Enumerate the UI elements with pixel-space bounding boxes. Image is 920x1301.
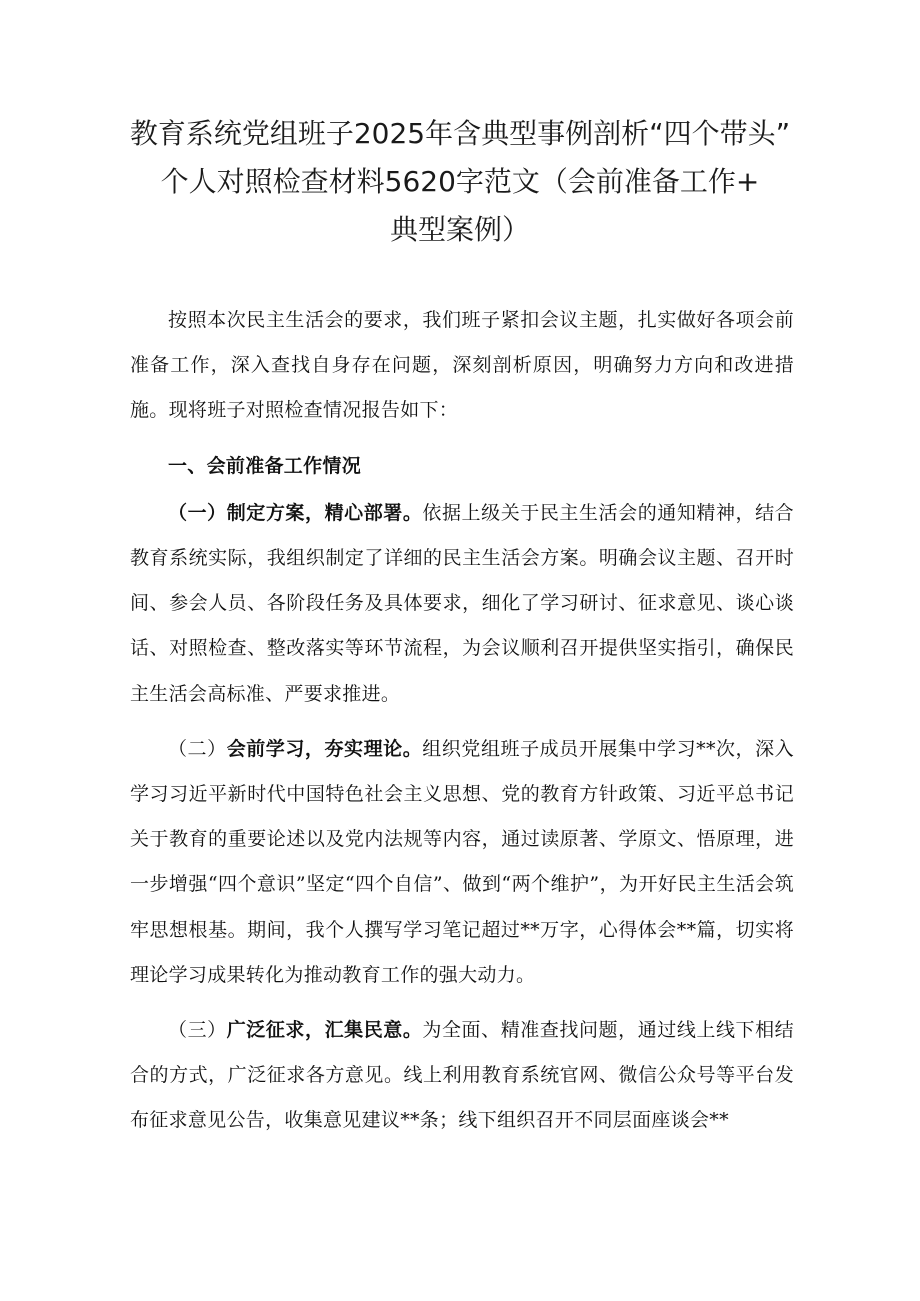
section-heading-1: 一、会前准备工作情况 xyxy=(168,454,362,477)
item-2-num: （二） xyxy=(168,737,227,760)
title-line-3: 典型案例） xyxy=(389,213,530,246)
item-2-lead xyxy=(168,738,422,760)
item-paragraph-2 xyxy=(130,727,794,998)
item-paragraph-1 xyxy=(130,491,794,717)
item-3-num: （三） xyxy=(168,1019,227,1042)
item-1-lead xyxy=(168,502,422,524)
item-2-text: 组织党组班子成员开展集中学习**次，深入学习习近平新时代中国特色社会主义思想、党的教育方针政策、习近平总书记关于教育的重要论述以及党内法规等内容，通过读原著、学原文、悟原理，进一步增强“四个意识”坚定“四个自信”、做到“两个维护”，为开好民主生活会筑牢思想根基。期间，我个人撰写学习笔记超过**万字，心得体会**篇，切实将理论学习成果转化为推动教育工作的强大动力。 xyxy=(130,737,794,986)
item-1-lead-text: 制定方案，精心部署。 xyxy=(226,501,423,524)
item-3-lead xyxy=(168,1019,422,1041)
document-body xyxy=(130,298,794,1154)
item-3-lead-text: 广泛征求，汇集民意。 xyxy=(226,1019,423,1042)
item-paragraph-3 xyxy=(130,1008,794,1144)
title-line-2: 个人对照检查材料5620字范文（会前准备工作+ xyxy=(160,165,760,198)
item-2-lead-text: 会前学习，夯实理论。 xyxy=(226,737,423,760)
item-3-text: 为全面、精准查找问题，通过线上线下相结合的方式，广泛征求各方意见。线上利用教育系统官网、微信公众号等平台发布征求意见公告，收集意见建议**条；线下组织召开不同层面座谈会** xyxy=(130,1019,794,1132)
document-title xyxy=(110,110,810,254)
item-1-num: （一） xyxy=(168,501,227,524)
item-1-text: 依据上级关于民主生活会的通知精神，结合教育系统实际，我组织制定了详细的民主生活会方案。明确会议主题、召开时间、参会人员、各阶段任务及具体要求，细化了学习研讨、征求意见、谈心谈话、对照检查、整改落实等环节流程，为会议顺利召开提供坚实指引，确保民主生活会高标准、严要求推进。 xyxy=(130,501,794,705)
intro-paragraph: 按照本次民主生活会的要求，我们班子紧扣会议主题，扎实做好各项会前准备工作，深入查找自身存在问题，深刻剖析原因，明确努力方向和改进措施。现将班子对照检查情况报告如下： xyxy=(130,309,794,422)
title-line-1: 教育系统党组班子2025年含典型事例剖析“四个带头” xyxy=(129,117,791,150)
